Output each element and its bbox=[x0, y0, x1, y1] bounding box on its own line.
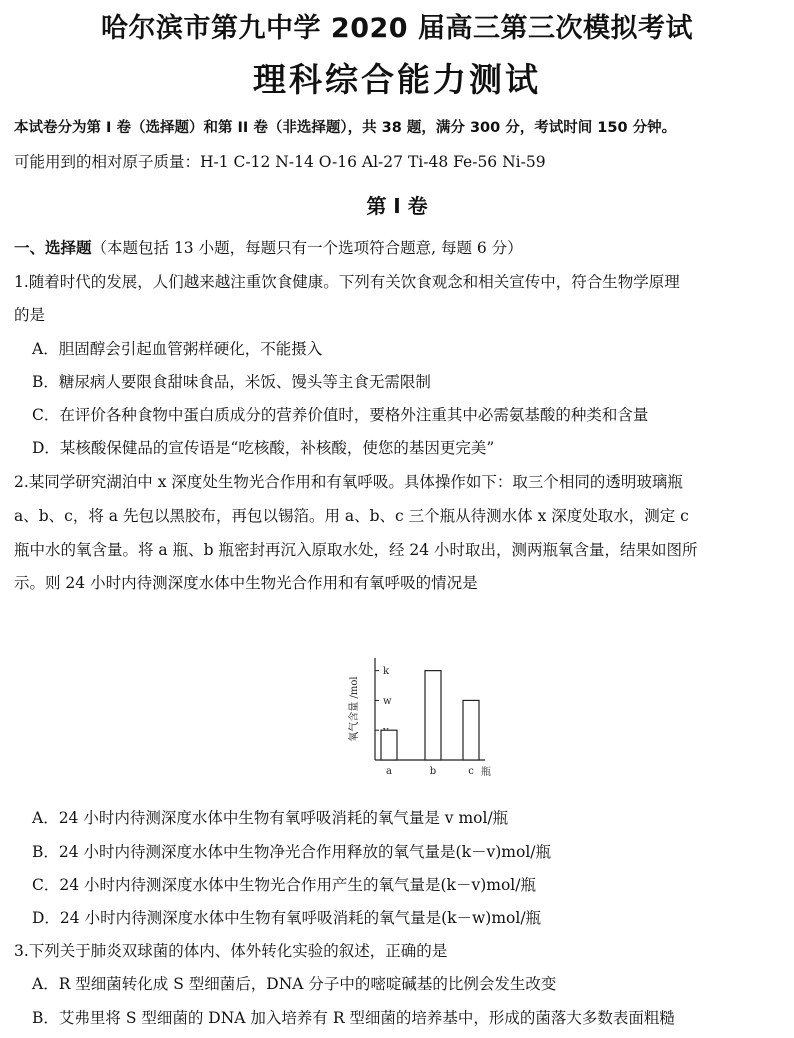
bar-b bbox=[425, 671, 441, 760]
y-axis-label: 氧气含量 /mol bbox=[349, 676, 360, 742]
question-3-option-b: B．艾弗里将 S 型细菌的 DNA 加入培养有 R 型细菌的培养基中，形成的菌落大多数表面粗糙 bbox=[32, 1009, 675, 1027]
question-2-option-c: C．24 小时内待测深度水体中生物光合作用产生的氧气量是(k－v)mol/瓶 bbox=[32, 876, 536, 894]
question-2-stem-line: 示。则 24 小时内待测深度水体中生物光合作用和有氧呼吸的情况是 bbox=[14, 574, 478, 592]
question-1-option-d: D．某核酸保健品的宣传语是“吃核酸，补核酸，使您的基因更完美” bbox=[32, 439, 495, 457]
question-2-option-b: B．24 小时内待测深度水体中生物净光合作用释放的氧气量是(k－v)mol/瓶 bbox=[32, 843, 551, 861]
question-3-option-a: A．R 型细菌转化成 S 型细菌后，DNA 分子中的嘧啶碱基的比例会发生改变 bbox=[32, 975, 557, 993]
bar-a bbox=[381, 730, 397, 760]
exam-title: 哈尔滨市第九中学 2020 届高三第三次模拟考试 bbox=[101, 13, 693, 44]
x-axis-label: 瓶 bbox=[481, 767, 491, 778]
atomic-mass-line: 可能用到的相对原子质量：H-1 C-12 N-14 O-16 Al-27 Ti-48 Fe-56 Ni-59 bbox=[14, 153, 546, 171]
question-1-stem-line: 1.随着时代的发展，人们越来越注重饮食健康。下列有关饮食观念和相关宣传中，符合生物学原理 bbox=[14, 273, 680, 291]
x-tick-label: c bbox=[468, 766, 474, 777]
chart-svg bbox=[325, 650, 505, 785]
exam-subtitle: 理科综合能力测试 bbox=[253, 60, 541, 99]
question-1-option-c: C．在评价各种食物中蛋白质成分的营养价值时，要格外注重其中必需氨基酸的种类和含量 bbox=[32, 406, 649, 424]
question-1-stem-line: 的是 bbox=[14, 306, 46, 324]
y-tick-label: k bbox=[383, 666, 390, 678]
question-2-option-a: A．24 小时内待测深度水体中生物有氧呼吸消耗的氧气量是 v mol/瓶 bbox=[32, 809, 509, 827]
section-description: （本题包括 13 小题，每题只有一个选项符合题意, 每题 6 分） bbox=[91, 239, 523, 257]
question-2-stem-line: 2.某同学研究湖泊中 x 深度处生物光合作用和有氧呼吸。具体操作如下：取三个相同的透明玻璃瓶 bbox=[14, 473, 683, 491]
x-tick-label: b bbox=[429, 766, 437, 777]
volume-title: 第 I 卷 bbox=[366, 194, 428, 218]
x-tick-label: a bbox=[386, 766, 392, 777]
question-1-option-b: B．糖尿病人要限食甜味食品，米饭、馒头等主食无需限制 bbox=[32, 373, 431, 391]
section-label: 一、选择题 bbox=[14, 239, 92, 257]
section-heading bbox=[14, 236, 523, 258]
question-1-option-a: A．胆固醇会引起血管粥样硬化，不能摄入 bbox=[32, 340, 323, 358]
question-2-stem-line: a、b、c，将 a 先包以黑胶布，再包以锡箔。用 a、b、c 三个瓶从待测水体 x 深度处取水，测定 c bbox=[14, 507, 689, 525]
y-tick-label: w bbox=[383, 695, 392, 707]
question-2-stem-line: 瓶中水的氧含量。将 a 瓶、b 瓶密封再沉入原取水处，经 24 小时取出，测两瓶氧含量，结果如图所 bbox=[14, 541, 698, 559]
oxygen-bar-chart bbox=[325, 650, 505, 785]
question-3-stem-line: 3.下列关于肺炎双球菌的体内、体外转化实验的叙述，正确的是 bbox=[14, 942, 448, 960]
bar-c bbox=[463, 700, 479, 760]
question-2-option-d: D．24 小时内待测深度水体中生物有氧呼吸消耗的氧气量是(k－w)mol/瓶 bbox=[32, 909, 542, 927]
exam-instructions: 本试卷分为第 I 卷（选择题）和第 II 卷（非选择题），共 38 题，满分 300 分，考试时间 150 分钟。 bbox=[14, 120, 677, 136]
